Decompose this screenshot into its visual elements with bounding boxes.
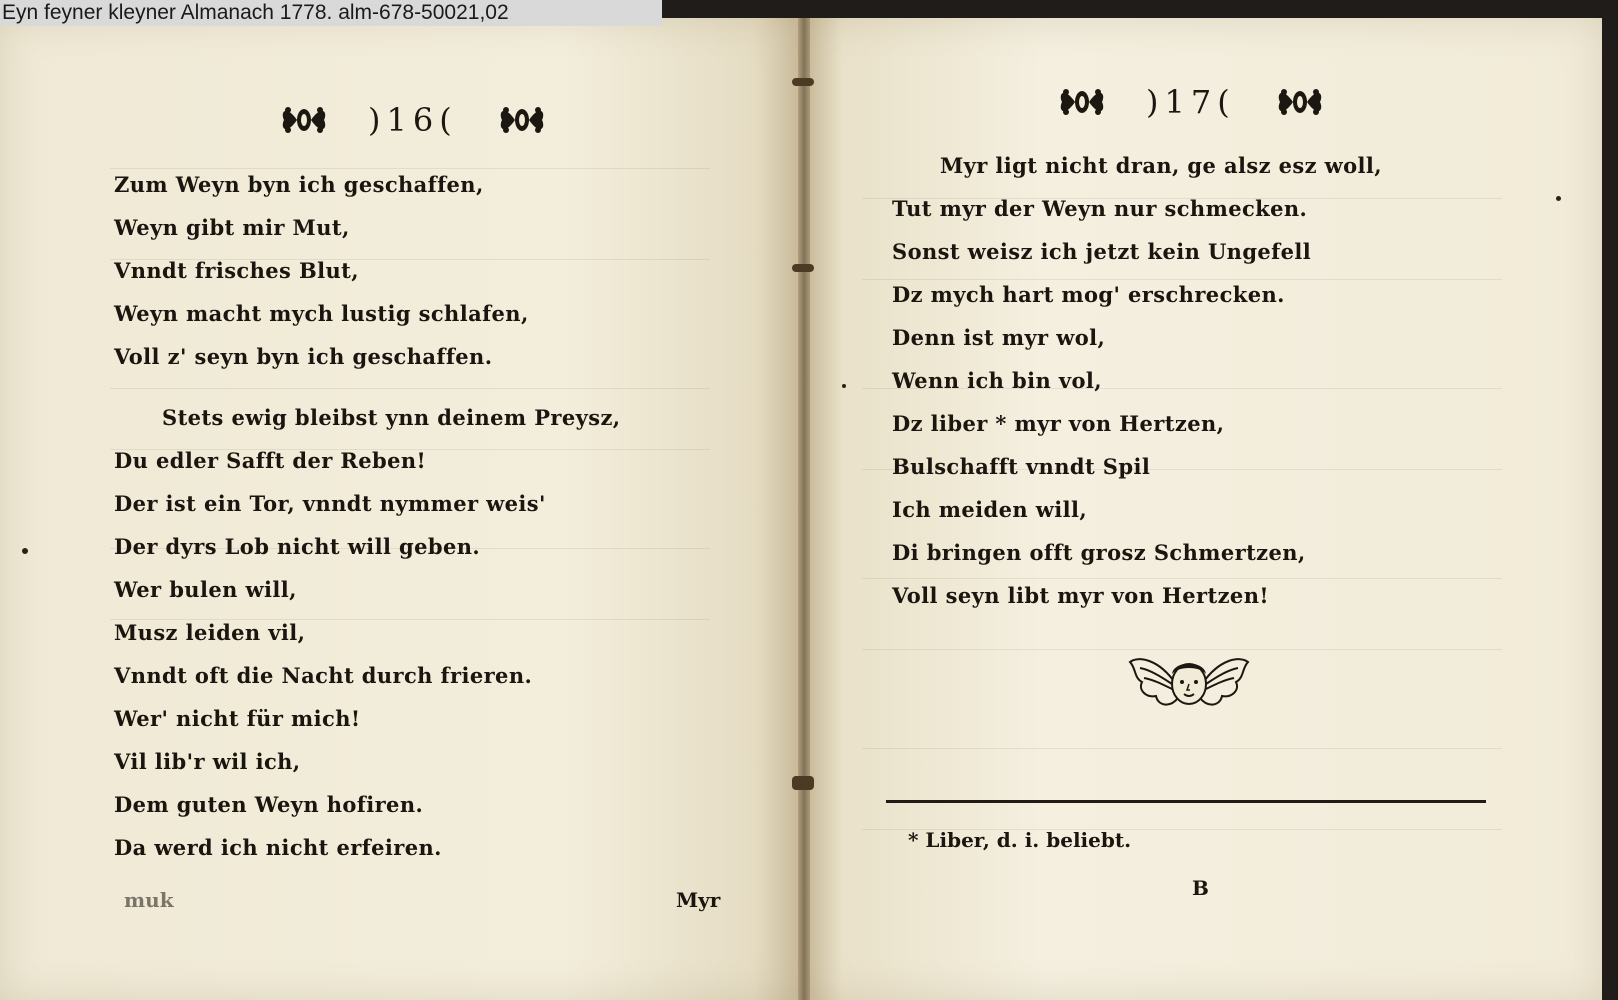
floral-ornament-icon — [1056, 82, 1108, 122]
verse-line: Bulschafft vnndt Spil — [892, 454, 1151, 479]
show-through-catchword: muk — [124, 888, 174, 912]
floral-ornament-icon — [496, 100, 548, 140]
right-page-header — [1056, 80, 1326, 124]
verse-line: Zum Weyn byn ich geschaffen, — [114, 172, 484, 197]
left-page-header — [278, 98, 548, 142]
verse-line: Weyn macht mych lustig schlafen, — [114, 301, 529, 326]
verse-line: Voll seyn libt myr von Hertzen! — [892, 583, 1269, 608]
ink-mark — [842, 384, 846, 388]
winged-cherub-icon — [1128, 648, 1250, 722]
binding-thread — [792, 78, 814, 86]
verse-line: Sonst weisz ich jetzt kein Ungefell — [892, 239, 1312, 264]
verse-line: Musz leiden vil, — [114, 620, 306, 645]
right-verse — [892, 144, 1382, 617]
verse-line: Wer' nicht für mich! — [114, 706, 361, 731]
verse-line: Ich meiden will, — [892, 497, 1088, 522]
floral-ornament-icon — [1274, 82, 1326, 122]
book-gutter — [798, 18, 810, 1000]
page-number: )16( — [368, 101, 458, 139]
verse-line: Der dyrs Lob nicht will geben. — [114, 534, 481, 559]
verse-line: Wer bulen will, — [114, 577, 297, 602]
verse-line: Tut myr der Weyn nur schmecken. — [892, 196, 1308, 221]
binding-thread — [792, 264, 814, 272]
verse-line: Du edler Safft der Reben! — [114, 448, 427, 473]
verse-line: Dem guten Weyn hofiren. — [114, 792, 424, 817]
verse-line: Dz liber * myr von Hertzen, — [892, 411, 1225, 436]
verse-line: Wenn ich bin vol, — [892, 368, 1102, 393]
verse-line: Stets ewig bleibst ynn deinem Preysz, — [162, 405, 621, 430]
footnote-rule — [886, 800, 1486, 803]
verse-line: Denn ist myr wol, — [892, 325, 1106, 350]
verse-line: Vnndt frisches Blut, — [114, 258, 359, 283]
binding-thread — [792, 776, 814, 790]
verse-line: Di bringen offt grosz Schmertzen, — [892, 540, 1306, 565]
verse-line: Vil lib'r wil ich, — [114, 749, 301, 774]
page-number: )17( — [1146, 83, 1236, 121]
verse-line: Dz mych hart mog' erschrecken. — [892, 282, 1285, 307]
catchword: Myr — [676, 888, 721, 912]
signature-mark: B — [1192, 876, 1209, 900]
image-title-label: Eyn feyner kleyner Almanach 1778. alm-678-50021,02 — [0, 0, 662, 26]
left-verse — [114, 163, 621, 869]
ink-mark — [22, 548, 28, 554]
verse-line: Vnndt oft die Nacht durch frieren. — [114, 663, 533, 688]
show-through-staff — [862, 748, 1502, 830]
ink-mark — [1556, 196, 1561, 201]
verse-line: Der ist ein Tor, vnndt nymmer weis' — [114, 491, 546, 516]
verse-line: Voll z' seyn byn ich geschaffen. — [114, 344, 493, 369]
verse-line: Myr ligt nicht dran, ge alsz esz woll, — [940, 153, 1382, 178]
verse-line: Da werd ich nicht erfeiren. — [114, 835, 442, 860]
footnote: * Liber, d. i. beliebt. — [908, 828, 1132, 852]
verse-line: Weyn gibt mir Mut, — [114, 215, 350, 240]
left-page — [0, 18, 802, 1000]
floral-ornament-icon — [278, 100, 330, 140]
